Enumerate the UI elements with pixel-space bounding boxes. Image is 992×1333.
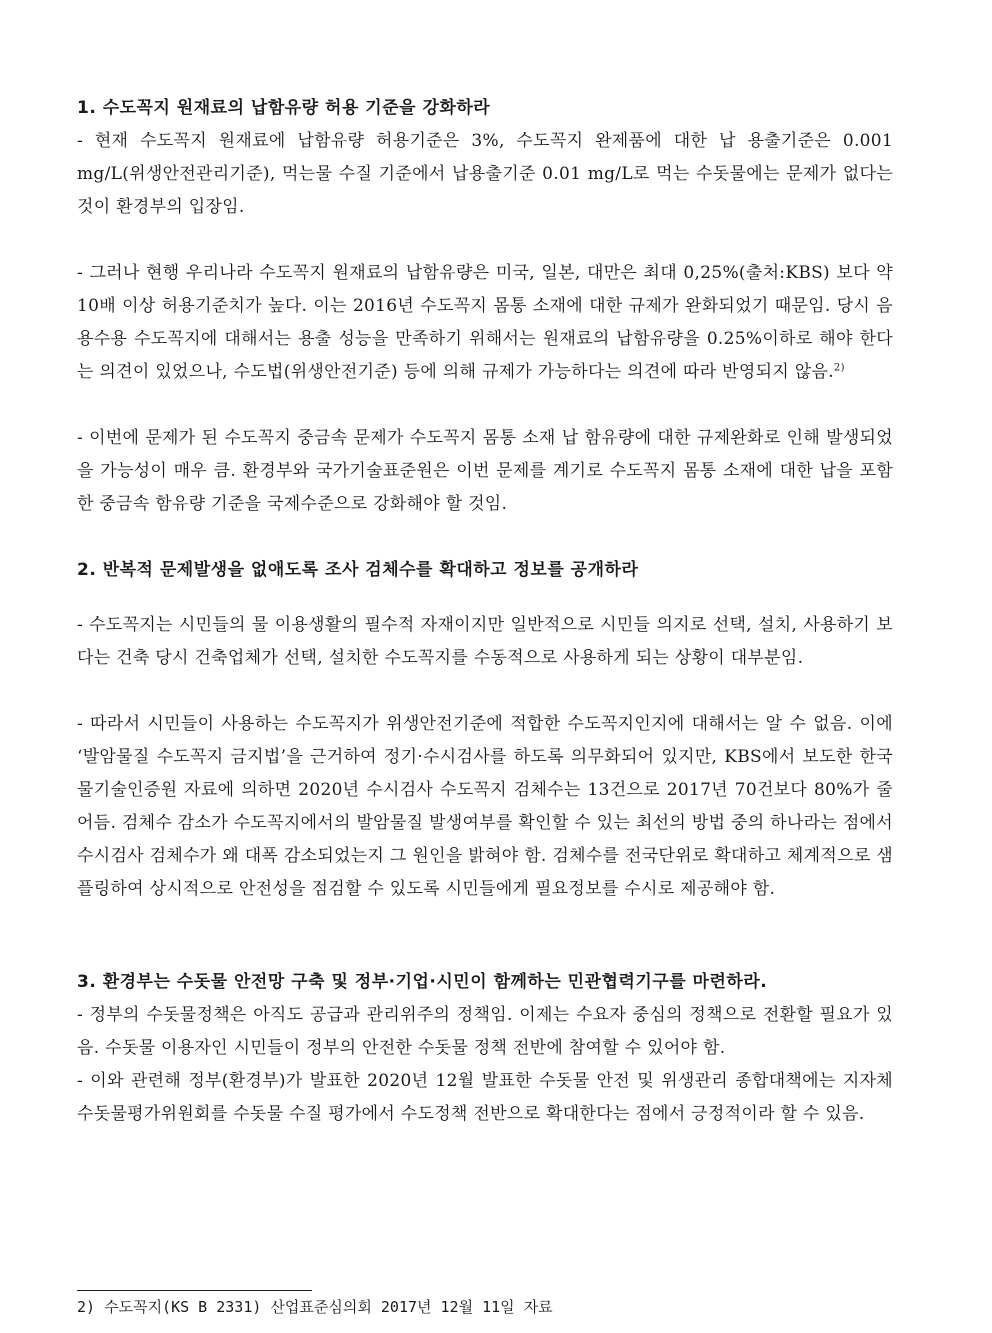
footnote-divider [77, 1290, 312, 1291]
footnote-reference: 2) [833, 362, 845, 374]
spacer [77, 224, 893, 257]
footnote-text: 수도꼭지(KS B 2331) 산업표준심의회 2017년 12월 11일 자료 [104, 1298, 553, 1316]
section2-paragraph-1: - 수도꼭지는 시민들의 물 이용생활의 필수적 자재이지만 일반적으로 시민들 의지로 선택, 설치, 사용하기 보다는 건축 당시 건축업체가 선택, 설치한 수도꼭지를 수동적으로 사용하게 되는 상황이 대부분임. [77, 615, 893, 668]
footnote-number: 2) [77, 1298, 96, 1316]
section1-paragraph-2-text: - 그러나 현행 우리나라 수도꼭지 원재료의 납함유량은 미국, 일본, 대만은 최대 0,25%(출처:KBS) 보다 약 10배 이상 허용기준치가 높다. 이는 2016년 수도꼭지 몸통 소재에 대한 규제가 완화되었기 때문임. 당시 음용수용 수도꼭지에 대해서는 용출 성능을 만족하기 위해서는 원재료의 납함유량을 0.25%이하로 해야 한다는 의견이 있었으나, 수도법(위생안전기준) 등에 의해 규제가 가능하다는 의견에 따라 반영되지 않음. [77, 263, 893, 382]
section2-paragraph-2: - 따라서 시민들이 사용하는 수도꼭지가 위생안전기준에 적합한 수도꼭지인지에 대해서는 알 수 없음. 이에 ‘발암물질 수도꼭지 금지법’을 근거하여 정기·수시검사를 하도록 의무화되어 있지만, KBS에서 보도한 한국물기술인증원 자료에 의하면 2020년 수시검사 수도꼭지 검체수는 13건으로 2017년 70건보다 80%가 줄어듬. 검체수 감소가 수도꼭지에서의 발암물질 발생여부를 확인할 수 있는 최선의 방법 중의 하나라는 점에서 수시검사 검체수가 왜 대폭 감소되었는지 그 원인을 밝혀야 함. 검체수를 전국단위로 확대하고 체계적으로 샘플링하여 상시적으로 안전성을 점검할 수 있도록 시민들에게 필요정보를 수시로 제공해야 함. [77, 714, 893, 899]
footnote [77, 1296, 553, 1318]
spacer [77, 587, 893, 609]
section1-title: 1. 수도꼭지 원재료의 납함유량 허용 기준을 강화하라 [77, 98, 491, 118]
section3-paragraph-2: - 이와 관련해 정부(환경부)가 발표한 2020년 12월 발표한 수돗물 안전 및 위생관리 종합대책에는 지자체 수돗물평가위원회를 수돗물 수질 평가에서 수도정책 전반으로 확대한다는 점에서 긍정적이라 할 수 있음. [77, 1071, 893, 1124]
document-body [77, 92, 893, 1131]
spacer [77, 906, 893, 966]
spacer [77, 389, 893, 422]
section1-paragraph-3: - 이번에 문제가 된 수도꼭지 중금속 문제가 수도꼭지 몸통 소재 납 함유량에 대한 규제완화로 인해 발생되었을 가능성이 매우 큼. 환경부와 국가기술표준원은 이번 문제를 계기로 수도꼭지 몸통 소재에 대한 납을 포함한 중금속 함유량 기준을 국제수준으로 강화해야 할 것임. [77, 428, 893, 514]
section1-paragraph-2 [77, 257, 893, 389]
section3-title: 3. 환경부는 수돗물 안전망 구축 및 정부·기업·시민이 함께하는 민관협력기구를 마련하라. [77, 972, 768, 992]
section3-paragraph-1: - 정부의 수돗물정책은 아직도 공급과 관리위주의 정책임. 이제는 수요자 중심의 정책으로 전환할 필요가 있음. 수돗물 이용자인 시민들이 정부의 안전한 수돗물 정책 전반에 참여할 수 있어야 함. [77, 1005, 893, 1058]
section1-paragraph-1: - 현재 수도꼭지 원재료에 납함유량 허용기준은 3%, 수도꼭지 완제품에 대한 납 용출기준은 0.001 mg/L(위생안전관리기준), 먹는물 수질 기준에서 납용출기준 0.01 mg/L로 먹는 수돗물에는 문제가 없다는 것이 환경부의 입장임. [77, 131, 893, 217]
section2-title: 2. 반복적 문제발생을 없애도록 조사 검체수를 확대하고 정보를 공개하라 [77, 560, 639, 580]
spacer [77, 521, 893, 554]
spacer [77, 675, 893, 708]
